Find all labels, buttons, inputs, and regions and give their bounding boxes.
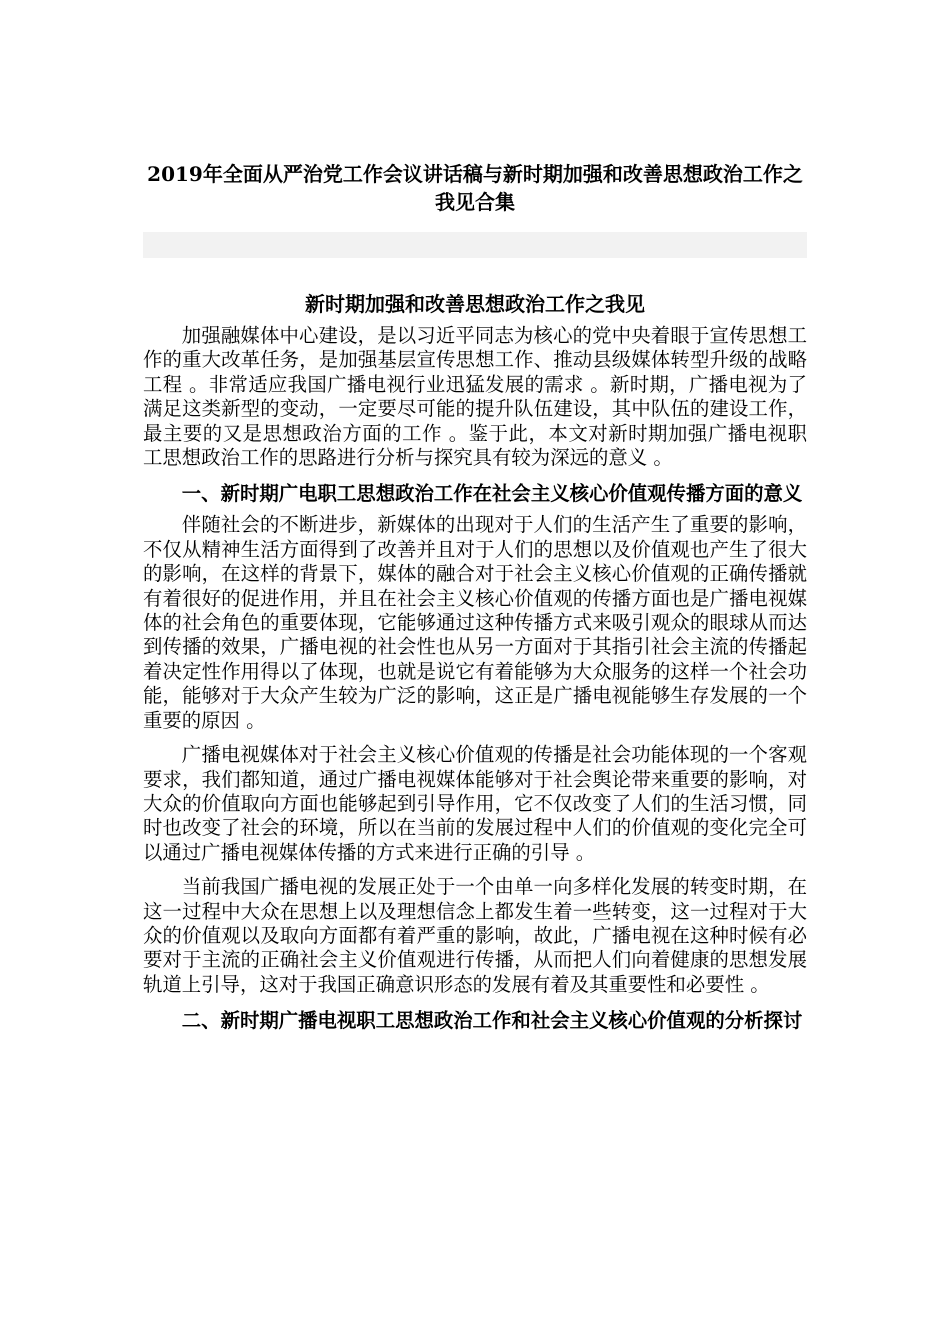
document-title: 2019年全面从严治党工作会议讲话稿与新时期加强和改善思想政治工作之我见合集 xyxy=(147,162,803,214)
body-paragraph-3: 当前我国广播电视的发展正处于一个由单一向多样化发展的转变时期，在这一过程中大众在思想上以及理想信念上都发生着一些转变，这一过程对于大众的价值观以及取向方面都有着严重的影响，故此，广播电视在这种时候有必要对于主流的正确社会主义价值观进行传播，从而把人们向着健康的思想发展轨道上引导，这对于我国正确意识形态的发展有着及其重要性和必要性 。 xyxy=(143,875,807,996)
body-paragraph-1: 伴随社会的不断进步，新媒体的出现对于人们的生活产生了重要的影响，不仅从精神生活方面得到了改善并且对于人们的思想以及价值观也产生了很大的影响，在这样的背景下，媒体的融合对于社会主义核心价值观的正确传播就有着很好的促进作用，并且在社会主义核心价值观的传播方面也是广播电视媒体的社会角色的重要体现，它能够通过这种传播方式来吸引观众的眼球从而达到传播的效果，广播电视的社会性也从另一方面对于其指引社会主流的传播起着决定性作用得以了体现，也就是说它有着能够为大众服务的这样一个社会功能，能够对于大众产生较为广泛的影响，这正是广播电视能够生存发展的一个重要的原因 。 xyxy=(143,513,807,732)
section-heading-2: 二、新时期广播电视职工思想政治工作和社会主义核心价值观的分析探讨 xyxy=(181,1009,803,1033)
body-paragraph-2: 广播电视媒体对于社会主义核心价值观的传播是社会功能体现的一个客观要求，我们都知道，通过广播电视媒体能够对于社会舆论带来重要的影响，对大众的价值取向方面也能够起到引导作用，它不仅改变了人们的生活习惯，同时也改变了社会的环境，所以在当前的发展过程中人们的价值观的变化完全可以通过广播电视媒体传播的方式来进行正确的引导 。 xyxy=(143,743,807,864)
document-body xyxy=(143,290,807,1040)
intro-paragraph: 加强融媒体中心建设，是以习近平同志为核心的党中央着眼于宣传思想工作的重大改革任务，是加强基层宣传思想工作、推动县级媒体转型升级的战略工程 。非常适应我国广播电视行业迅猛发展的需求 。新时期，广播电视为了满足这类新型的变动，一定要尽可能的提升队伍建设，其中队伍的建设工作，最主要的又是思想政治方面的工作 。鉴于此，本文对新时期加强广播电视职工思想政治工作的思路进行分析与探究具有较为深远的意义 。 xyxy=(143,324,807,470)
section-heading-1: 一、新时期广电职工思想政治工作在社会主义核心价值观传播方面的意义 xyxy=(181,482,803,506)
shaded-separator-band xyxy=(143,232,807,258)
section-title: 新时期加强和改善思想政治工作之我见 xyxy=(305,292,645,316)
